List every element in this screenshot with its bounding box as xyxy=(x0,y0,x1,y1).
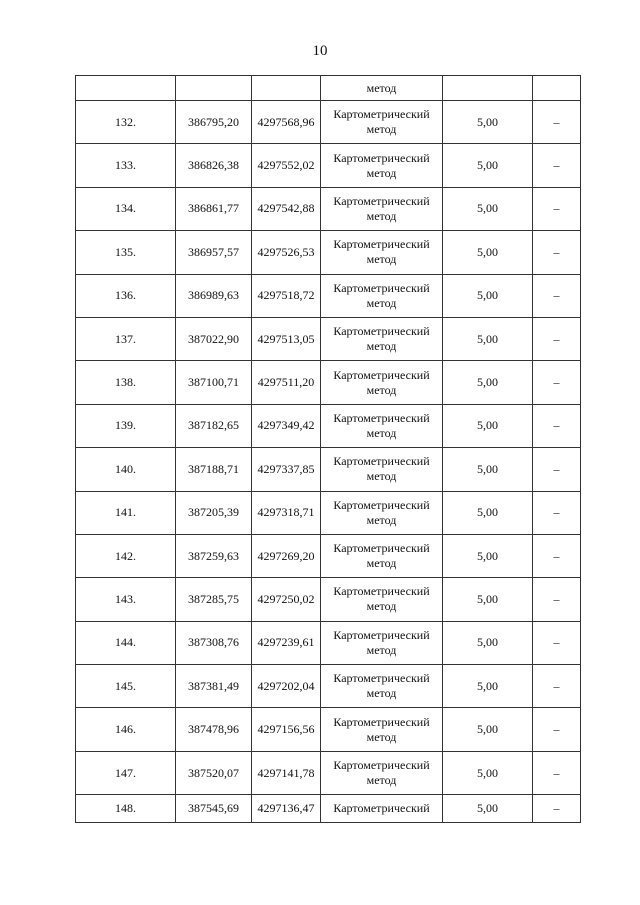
cell-description: – xyxy=(533,534,581,577)
cell-accuracy: 5,00 xyxy=(443,665,533,708)
cell-number: 148. xyxy=(76,795,176,823)
cell-number: 145. xyxy=(76,665,176,708)
cell-method: Картометрический метод xyxy=(321,708,443,751)
cell-number xyxy=(76,76,176,101)
table-row xyxy=(76,621,581,664)
cell-x: 387205,39 xyxy=(176,491,252,534)
page-number: 10 xyxy=(312,43,328,59)
cell-accuracy: 5,00 xyxy=(443,795,533,823)
cell-accuracy: 5,00 xyxy=(443,534,533,577)
cell-description: – xyxy=(533,274,581,317)
table-row xyxy=(76,751,581,794)
cell-method: Картометрический метод xyxy=(321,101,443,144)
cell-method: Картометрический метод xyxy=(321,144,443,187)
cell-x: 387100,71 xyxy=(176,361,252,404)
cell-number: 140. xyxy=(76,448,176,491)
cell-method: Картометрический метод xyxy=(321,621,443,664)
table-row xyxy=(76,708,581,751)
cell-accuracy: 5,00 xyxy=(443,404,533,447)
cell-number: 135. xyxy=(76,231,176,274)
cell-number: 141. xyxy=(76,491,176,534)
cell-method: Картометрический метод xyxy=(321,231,443,274)
cell-y: 4297269,20 xyxy=(252,534,321,577)
cell-y xyxy=(252,76,321,101)
cell-x: 387182,65 xyxy=(176,404,252,447)
cell-y: 4297136,47 xyxy=(252,795,321,823)
cell-number: 144. xyxy=(76,621,176,664)
coordinates-table xyxy=(75,75,581,823)
cell-y: 4297239,61 xyxy=(252,621,321,664)
cell-number: 133. xyxy=(76,144,176,187)
cell-x: 386795,20 xyxy=(176,101,252,144)
cell-description: – xyxy=(533,317,581,360)
cell-y: 4297349,42 xyxy=(252,404,321,447)
cell-y: 4297156,56 xyxy=(252,708,321,751)
cell-x: 386957,57 xyxy=(176,231,252,274)
cell-accuracy: 5,00 xyxy=(443,708,533,751)
cell-x: 387308,76 xyxy=(176,621,252,664)
table-row xyxy=(76,274,581,317)
cell-method: Картометрический метод xyxy=(321,665,443,708)
cell-description: – xyxy=(533,751,581,794)
cell-method: Картометрический метод xyxy=(321,534,443,577)
cell-accuracy: 5,00 xyxy=(443,361,533,404)
cell-method: Картометрический метод xyxy=(321,187,443,230)
cell-x: 387381,49 xyxy=(176,665,252,708)
cell-method: Картометрический метод xyxy=(321,448,443,491)
cell-accuracy: 5,00 xyxy=(443,621,533,664)
cell-description: – xyxy=(533,231,581,274)
cell-y: 4297568,96 xyxy=(252,101,321,144)
cell-description: – xyxy=(533,404,581,447)
cell-method: Картометрический метод xyxy=(321,317,443,360)
cell-y: 4297513,05 xyxy=(252,317,321,360)
cell-y: 4297511,20 xyxy=(252,361,321,404)
cell-y: 4297250,02 xyxy=(252,578,321,621)
cell-number: 142. xyxy=(76,534,176,577)
cell-x: 387259,63 xyxy=(176,534,252,577)
cell-x: 387478,96 xyxy=(176,708,252,751)
cell-y: 4297526,53 xyxy=(252,231,321,274)
cell-method: Картометрический xyxy=(321,795,443,823)
cell-accuracy: 5,00 xyxy=(443,144,533,187)
cell-accuracy: 5,00 xyxy=(443,231,533,274)
table-row xyxy=(76,534,581,577)
cell-accuracy: 5,00 xyxy=(443,274,533,317)
cell-description: – xyxy=(533,708,581,751)
table-row xyxy=(76,101,581,144)
cell-y: 4297552,02 xyxy=(252,144,321,187)
cell-y: 4297337,85 xyxy=(252,448,321,491)
cell-number: 146. xyxy=(76,708,176,751)
table-carry-row xyxy=(76,76,581,101)
cell-method: Картометрический метод xyxy=(321,751,443,794)
cell-description: – xyxy=(533,187,581,230)
cell-number: 147. xyxy=(76,751,176,794)
cell-accuracy: 5,00 xyxy=(443,751,533,794)
cell-accuracy: 5,00 xyxy=(443,491,533,534)
cell-x: 387285,75 xyxy=(176,578,252,621)
cell-x: 386826,38 xyxy=(176,144,252,187)
cell-accuracy: 5,00 xyxy=(443,187,533,230)
cell-method: Картометрический метод xyxy=(321,578,443,621)
cell-accuracy: 5,00 xyxy=(443,317,533,360)
cell-number: 132. xyxy=(76,101,176,144)
cell-method: Картометрический метод xyxy=(321,274,443,317)
table-row xyxy=(76,578,581,621)
cell-accuracy: 5,00 xyxy=(443,448,533,491)
cell-x: 387520,07 xyxy=(176,751,252,794)
table-row xyxy=(76,448,581,491)
cell-description: – xyxy=(533,578,581,621)
table-row xyxy=(76,795,581,823)
cell-accuracy: 5,00 xyxy=(443,578,533,621)
cell-y: 4297542,88 xyxy=(252,187,321,230)
table-row xyxy=(76,404,581,447)
cell-x: 387188,71 xyxy=(176,448,252,491)
cell-description: – xyxy=(533,101,581,144)
cell-number: 137. xyxy=(76,317,176,360)
cell-x: 387022,90 xyxy=(176,317,252,360)
table-row xyxy=(76,144,581,187)
cell-description: – xyxy=(533,144,581,187)
table-row xyxy=(76,361,581,404)
cell-x: 387545,69 xyxy=(176,795,252,823)
cell-accuracy: 5,00 xyxy=(443,101,533,144)
cell-x xyxy=(176,76,252,101)
cell-y: 4297141,78 xyxy=(252,751,321,794)
cell-description: – xyxy=(533,361,581,404)
table-row xyxy=(76,187,581,230)
cell-method: Картометрический метод xyxy=(321,404,443,447)
cell-number: 134. xyxy=(76,187,176,230)
cell-y: 4297202,04 xyxy=(252,665,321,708)
cell-y: 4297318,71 xyxy=(252,491,321,534)
cell-description xyxy=(533,76,581,101)
table-row xyxy=(76,665,581,708)
cell-description: – xyxy=(533,665,581,708)
table-row xyxy=(76,317,581,360)
cell-x: 386989,63 xyxy=(176,274,252,317)
cell-method: метод xyxy=(321,76,443,101)
cell-description: – xyxy=(533,621,581,664)
cell-accuracy xyxy=(443,76,533,101)
cell-number: 136. xyxy=(76,274,176,317)
cell-y: 4297518,72 xyxy=(252,274,321,317)
cell-description: – xyxy=(533,448,581,491)
table-row xyxy=(76,231,581,274)
cell-number: 143. xyxy=(76,578,176,621)
cell-x: 386861,77 xyxy=(176,187,252,230)
cell-number: 138. xyxy=(76,361,176,404)
table-row xyxy=(76,491,581,534)
cell-description: – xyxy=(533,491,581,534)
cell-method: Картометрический метод xyxy=(321,361,443,404)
cell-number: 139. xyxy=(76,404,176,447)
cell-description: – xyxy=(533,795,581,823)
coordinates-table-body xyxy=(76,76,581,823)
cell-method: Картометрический метод xyxy=(321,491,443,534)
